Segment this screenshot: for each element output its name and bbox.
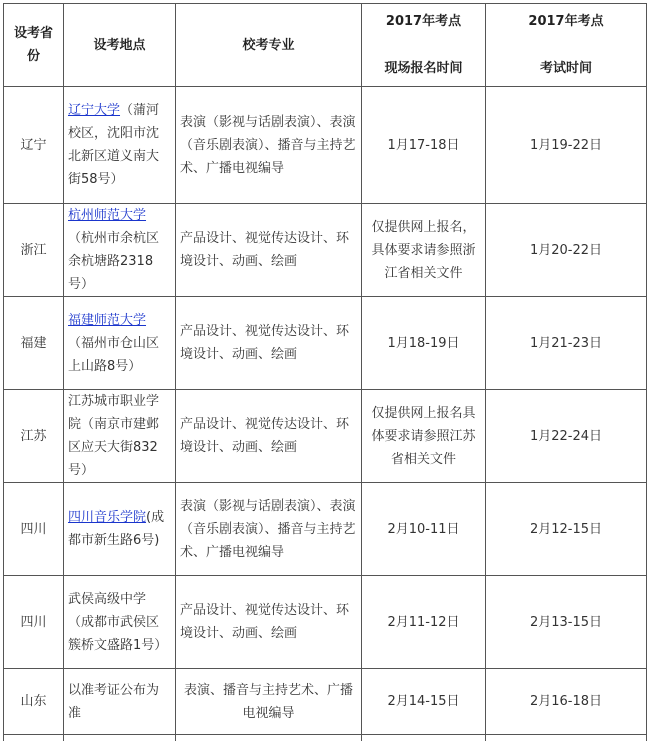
province-cell: 浙江: [4, 204, 64, 297]
exam-time-cell: 2月16-18日: [486, 669, 647, 735]
registration-time-cell: 2月14-15日: [362, 669, 486, 735]
majors-cell: 表演（影视与话剧表演）、表演（音乐剧表演）、播音与主持艺术、广播电视编导: [176, 483, 362, 576]
location-address: （福州市仓山区上山路8号）: [68, 335, 160, 374]
exam-time-cell: 2月12-15日: [486, 483, 647, 576]
province-cell: 江苏: [4, 390, 64, 483]
majors-cell: 产品设计、视觉传达设计、环境设计、动画、绘画: [176, 576, 362, 669]
table-row: [4, 483, 647, 576]
table-row: [4, 87, 647, 204]
majors-cell: 产品设计、视觉传达设计、环境设计、动画、绘画: [176, 297, 362, 390]
majors-cell: 表演（影视与话剧表演）、表演（音乐剧表演）、播音与主持艺术、广播电视编导: [176, 87, 362, 204]
location-cell: 武侯高级中学（成都市武侯区簇桥文盛路1号）: [64, 576, 176, 669]
location-cell: 江苏城市职业学院（南京市建邺区应天大街832号）: [64, 390, 176, 483]
location-address: （杭州市余杭区余杭塘路2318号）: [68, 231, 160, 292]
majors-cell: 产品设计、视觉传达设计、环境设计、动画、绘画: [176, 390, 362, 483]
location-cell: [64, 204, 176, 297]
university-link[interactable]: 四川音乐学院: [68, 510, 147, 525]
table-row: [4, 576, 647, 669]
exam-time-cell: 1月22-24日: [486, 390, 647, 483]
location-cell: 以准考证公布为准: [64, 669, 176, 735]
header-registration-line2: 现场报名时间: [384, 61, 463, 76]
registration-time-cell: 仅提供网上报名，具体要求请参照浙江省相关文件: [362, 204, 486, 297]
header-exam-time: [486, 4, 647, 87]
table-row: [4, 669, 647, 735]
registration-time-cell: 2月10-11日: [362, 483, 486, 576]
registration-time-cell: 仅提供网上报名具体要求请参照江苏省相关文件: [362, 390, 486, 483]
table-row: [4, 297, 647, 390]
province-cell: 四川: [4, 576, 64, 669]
table-row: [4, 390, 647, 483]
header-majors: 校考专业: [176, 4, 362, 87]
exam-time-cell: 1月21-23日: [486, 297, 647, 390]
university-link[interactable]: 杭州师范大学: [68, 208, 147, 223]
province-cell: 四川: [4, 483, 64, 576]
exam-time-cell: 1月19-22日: [486, 87, 647, 204]
header-location: 设考地点: [64, 4, 176, 87]
header-registration-time: [362, 4, 486, 87]
location-cell: [64, 483, 176, 576]
province-cell: 福建: [4, 297, 64, 390]
location-address: （蒲河校区，沈阳市沈北新区道义南大街58号）: [68, 103, 160, 187]
header-row: [4, 4, 647, 87]
registration-time-cell: 2月11-12日: [362, 576, 486, 669]
location-cell: [64, 297, 176, 390]
registration-time-cell: 1月18-19日: [362, 297, 486, 390]
province-cell: 辽宁: [4, 87, 64, 204]
exam-schedule-table: [3, 3, 647, 741]
majors-cell: 产品设计、视觉传达设计、环境设计、动画、绘画: [176, 204, 362, 297]
exam-time-cell: 2月13-15日: [486, 576, 647, 669]
location-cell: [64, 87, 176, 204]
exam-time-cell: 1月20-22日: [486, 204, 647, 297]
table-row-cut-off: [4, 735, 647, 742]
registration-time-cell: 1月17-18日: [362, 87, 486, 204]
header-province: 设考省份: [4, 4, 64, 87]
location-address: (成都市新生路6号): [68, 510, 165, 548]
majors-cell: 表演、播音与主持艺术、广播电视编导: [176, 669, 362, 735]
header-exam-line2: 考试时间: [539, 61, 592, 76]
university-link[interactable]: 辽宁大学: [68, 103, 121, 118]
header-registration-line1: 2017年考点: [385, 14, 462, 29]
province-cell: 山东: [4, 669, 64, 735]
university-link[interactable]: 福建师范大学: [68, 312, 147, 328]
table-row: [4, 204, 647, 297]
header-exam-line1: 2017年考点: [528, 14, 604, 29]
